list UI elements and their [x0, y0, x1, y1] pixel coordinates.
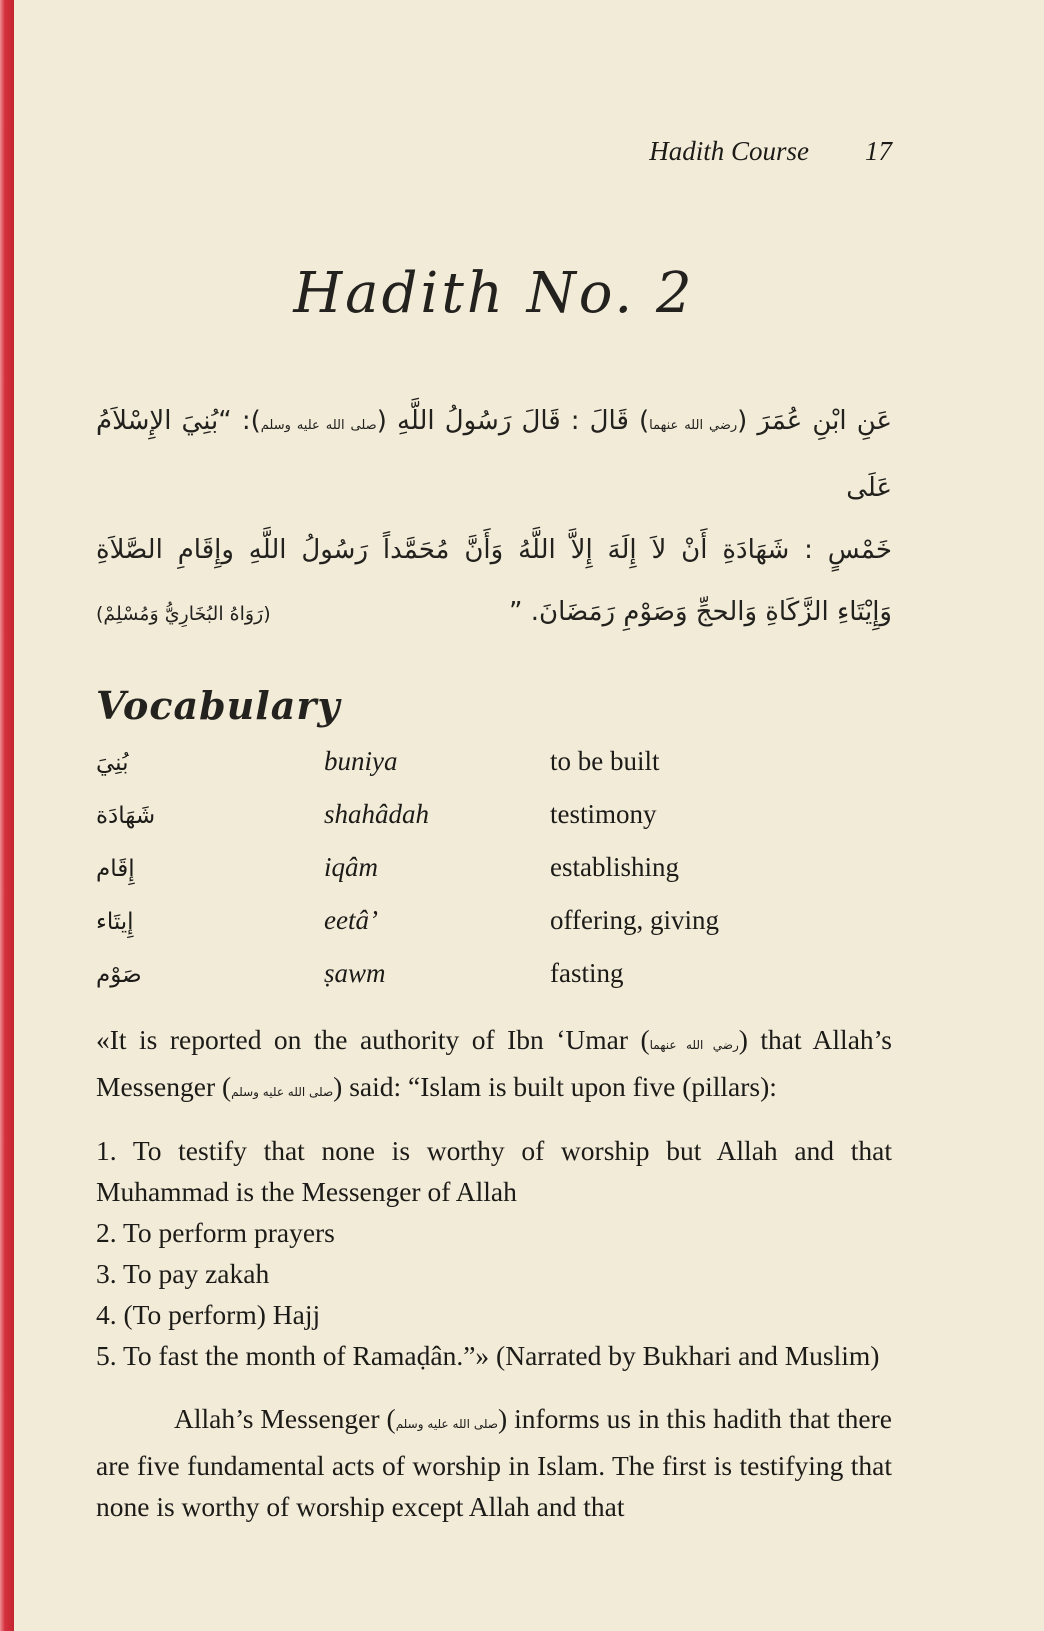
vocabulary-row [96, 852, 892, 905]
vocabulary-row [96, 905, 892, 958]
english-meaning: fasting [550, 958, 624, 988]
arabic-word: إِيتَاء [96, 909, 134, 935]
transliteration: iqâm [324, 852, 378, 882]
arabic-word: إِقَام [96, 856, 135, 882]
sallallahu-alayhi-wasallam-symbol: صلى الله عليه وسلم [260, 418, 377, 433]
transliteration: shahâdah [324, 799, 430, 829]
vocabulary-row [96, 958, 892, 1011]
pillars-list [96, 1130, 892, 1376]
transliteration: ṣawm [324, 958, 386, 988]
hadith-line1-part-c: ): “بُنِيَ الإِسْلاَمُ عَلَى [96, 406, 892, 503]
hadith-attribution: (رَوَاهُ البُخَارِيُّ وَمُسْلِمْ) [96, 603, 271, 625]
chapter-title: Hadith No. 2 [293, 261, 695, 326]
sallallahu-alayhi-wasallam-symbol: صلى الله عليه وسلم [395, 1417, 498, 1431]
book-binding-edge [0, 0, 14, 1631]
hadith-line3-text: وَإِيْتَاءِ الزَّكَاةِ وَالحجِّ وَصَوْمِ رَمَضَانَ. ” [509, 597, 892, 627]
page-number: 17 [865, 136, 892, 166]
radi-allahu-anhuma-symbol: رضي الله عنهما [649, 1038, 739, 1052]
page-content [96, 0, 892, 1527]
pillar-item-4: 4. (To perform) Hajj [96, 1299, 321, 1330]
vocabulary-row [96, 799, 892, 852]
hadith-line1-part-b: ) قَالَ : قَالَ رَسُولُ اللَّهِ ( [376, 406, 650, 436]
translation-part-2: ) that Allah’s Messenger ( [96, 1024, 892, 1102]
vocabulary-table [96, 746, 892, 1011]
pillar-item-5: 5. To fast the month of Ramaḍân.”» (Narrated by Bukhari and Muslim) [96, 1340, 880, 1371]
english-meaning: offering, giving [550, 905, 719, 935]
english-meaning: to be built [550, 746, 660, 776]
hadith-line1-part-a: عَنِ ابْنِ عُمَرَ ( [737, 406, 893, 436]
arabic-word: شَهَادَة [96, 803, 156, 829]
hadith-arabic-line-2: خَمْسٍ : شَهَادَةِ أَنْ لاَ إِلَهَ إِلاَّ اللَّهُ وَأَنَّ مُحَمَّداً رَسُولُ اللَّهِ وإِقَامِ الصَّلاَةِ [96, 535, 892, 565]
english-meaning: testimony [550, 799, 657, 829]
arabic-word: صَوْم [96, 962, 142, 988]
commentary-part-1: Allah’s Messenger ( [174, 1403, 396, 1434]
commentary-paragraph [96, 1398, 892, 1527]
english-meaning: establishing [550, 852, 679, 882]
hadith-arabic-line-1 [96, 390, 892, 519]
transliteration: buniya [324, 746, 398, 776]
translation-part-1: «It is reported on the authority of Ibn ‘Umar ( [96, 1024, 650, 1055]
transliteration: eetâ’ [324, 905, 378, 935]
commentary-part-2: ) informs us in this hadith that there are five fundamental acts of worship in Islam. The first is testifying that none is worthy of worship except Allah and that [96, 1403, 893, 1522]
running-title: Hadith Course [649, 136, 809, 166]
page-header [96, 136, 892, 167]
sallallahu-alayhi-wasallam-symbol: صلى الله عليه وسلم [231, 1085, 334, 1099]
translation-paragraph [96, 1019, 892, 1113]
hadith-arabic-line-3 [96, 581, 892, 645]
pillar-item-3: 3. To pay zakah [96, 1258, 270, 1289]
vocabulary-heading: Vocabulary [96, 683, 341, 728]
vocabulary-row [96, 746, 892, 799]
pillar-item-1: 1. To testify that none is worthy of worship but Allah and that Muhammad is the Messenger of Allah [96, 1135, 892, 1207]
translation-part-3: ) said: “Islam is built upon five (pillars): [333, 1071, 777, 1102]
hadith-arabic-block [96, 390, 892, 645]
radi-allahu-anhuma-symbol: رضي الله عنهما [649, 418, 738, 433]
arabic-word: بُنِيَ [96, 750, 129, 776]
pillar-item-2: 2. To perform prayers [96, 1217, 335, 1248]
